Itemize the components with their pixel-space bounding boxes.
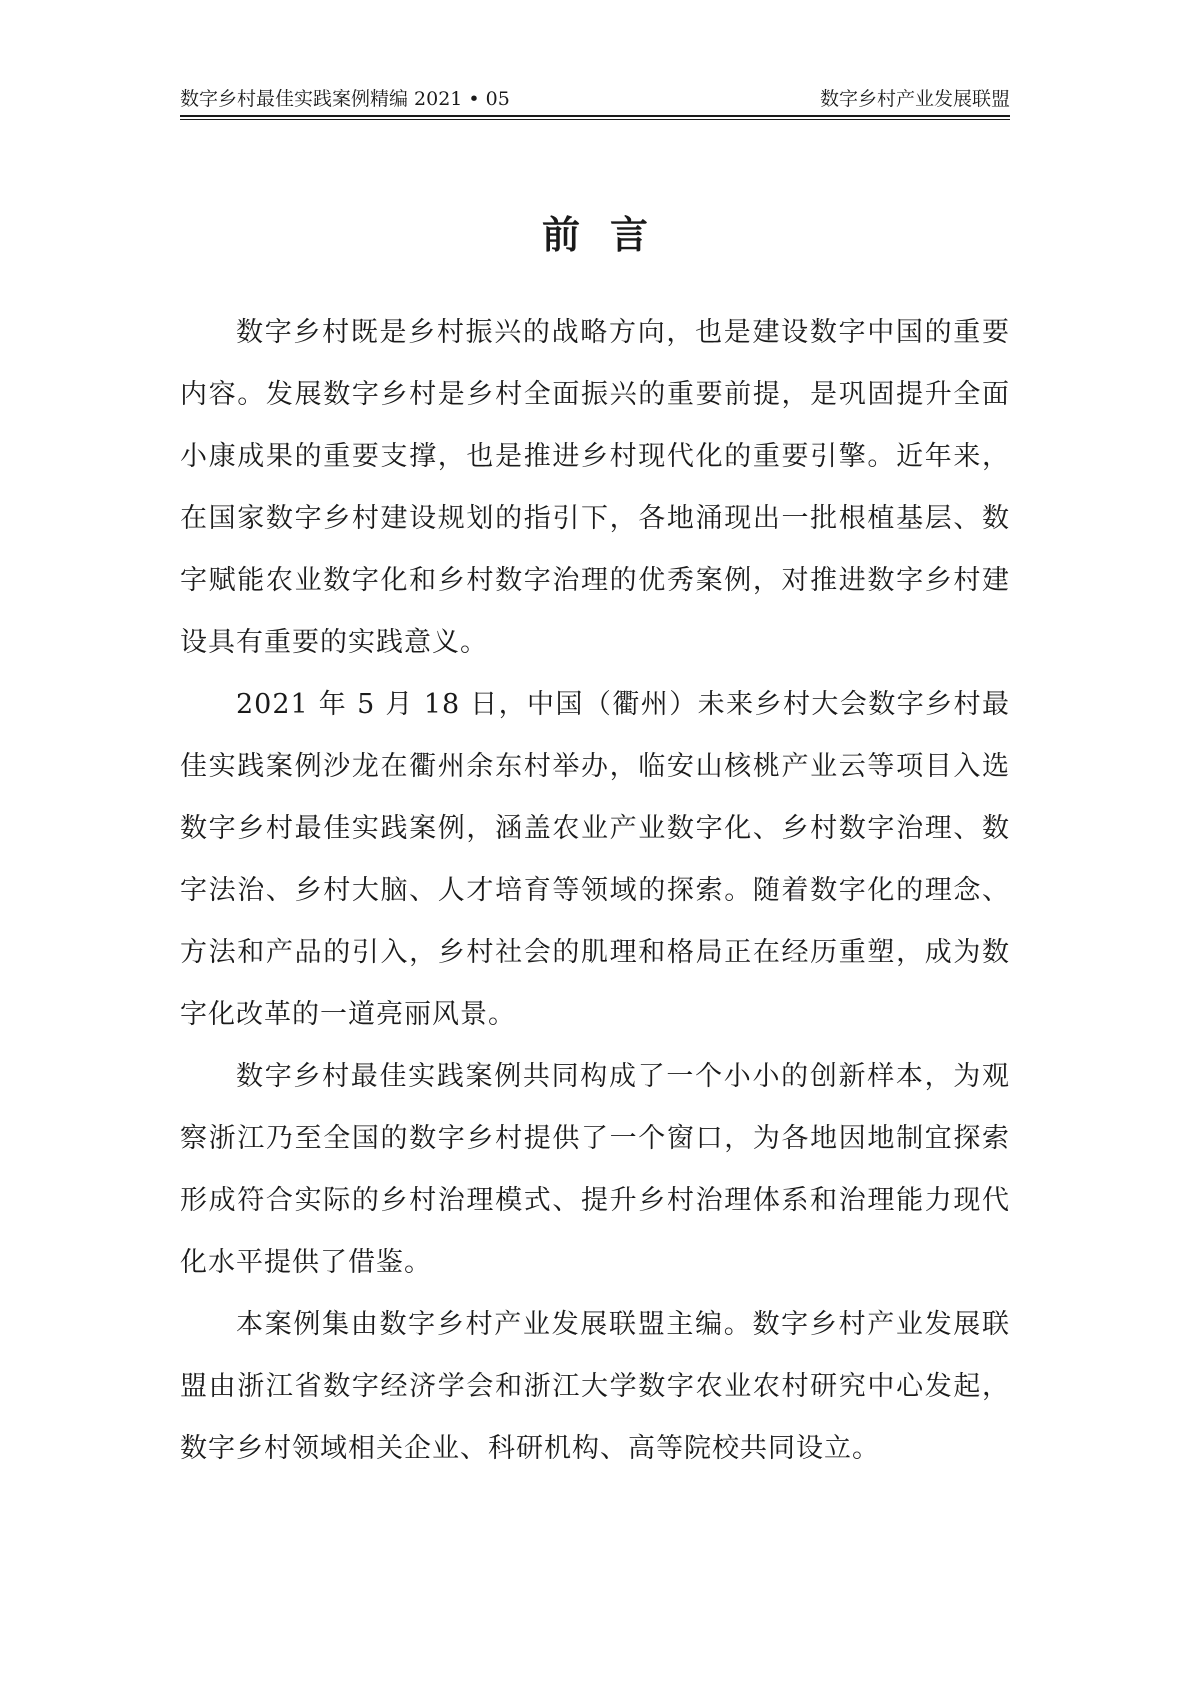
preface-body (180, 302, 1010, 1480)
header-publication-title: 数字乡村最佳实践案例精编 2021 • 05 (180, 88, 510, 110)
running-header (180, 82, 1010, 116)
paragraph: 数字乡村最佳实践案例共同构成了一个小小的创新样本，为观察浙江乃至全国的数字乡村提供了一个窗口，为各地因地制宜探索形成符合实际的乡村治理模式、提升乡村治理体系和治理能力现代化水平提供了借鉴。 (180, 1061, 1010, 1278)
header-rule-thin (180, 119, 1010, 120)
header-organization: 数字乡村产业发展联盟 (819, 88, 1010, 110)
paragraph: 数字乡村既是乡村振兴的战略方向，也是建设数字中国的重要内容。发展数字乡村是乡村全面振兴的重要前提，是巩固提升全面小康成果的重要支撑，也是推进乡村现代化的重要引擎。近年来，在国家数字乡村建设规划的指引下，各地涌现出一批根植基层、数字赋能农业数字化和乡村数字治理的优秀案例，对推进数字乡村建设具有重要的实践意义。 (180, 317, 1010, 658)
header-rule-thick (180, 115, 1010, 117)
paragraph: 本案例集由数字乡村产业发展联盟主编。数字乡村产业发展联盟由浙江省数字经济学会和浙江大学数字农业农村研究中心发起，数字乡村领域相关企业、科研机构、高等院校共同设立。 (180, 1309, 1010, 1464)
page-title: 前言 (541, 213, 678, 257)
paragraph: 2021 年 5 月 18 日，中国（衢州）未来乡村大会数字乡村最佳实践案例沙龙在衢州余东村举办，临安山核桃产业云等项目入选数字乡村最佳实践案例，涵盖农业产业数字化、乡村数字治理、数字法治、乡村大脑、人才培育等领域的探索。随着数字化的理念、方法和产品的引入，乡村社会的肌理和格局正在经历重塑，成为数字化改革的一道亮丽风景。 (180, 689, 1010, 1030)
